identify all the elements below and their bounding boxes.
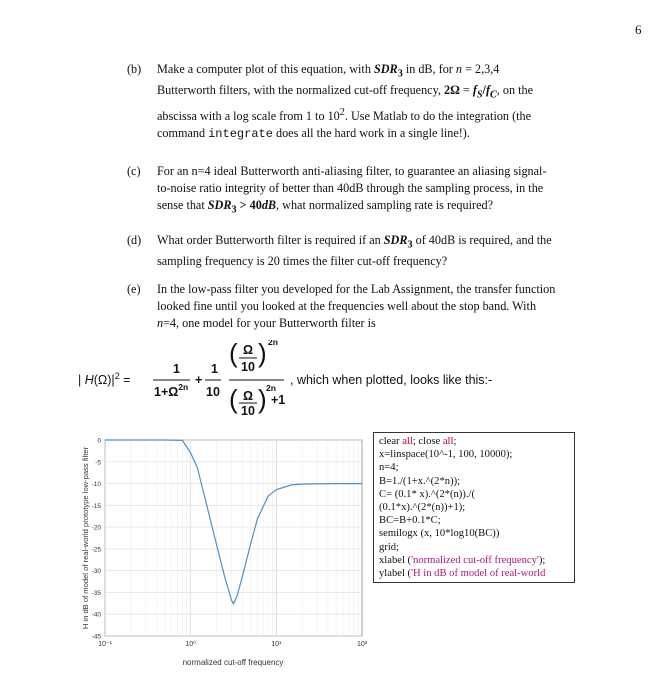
question-line: sense that $SDR_3 > 40dB$, what normalized sampling rate is required?: [157, 198, 493, 216]
svg-text:(: (: [229, 384, 238, 414]
code-line: clear all; close all;: [379, 436, 457, 447]
svg-text:+1: +1: [271, 393, 286, 407]
svg-text:): ): [258, 384, 267, 414]
svg-text:10: 10: [241, 360, 255, 374]
question-label: (c): [127, 164, 141, 178]
question-line: In the low-pass filter you developed for the Lab Assignment, the transfer function: [157, 282, 556, 296]
svg-text:+: +: [195, 373, 203, 387]
matlab-code-box: [373, 432, 575, 583]
svg-text:10: 10: [206, 385, 220, 399]
svg-text:): ): [258, 340, 267, 368]
y-tick-label: -35: [91, 589, 101, 597]
x-tick-label: 10²: [356, 641, 368, 648]
formula-tail: , which when plotted, looks like this:-: [290, 373, 493, 387]
question-line: abscissa with a log scale from 1 to $10^2$. Use Matlab to do the integration (the: [157, 106, 532, 123]
y-tick-label: -5: [95, 459, 101, 467]
y-tick-label: -15: [91, 502, 101, 510]
question-line: n=4, one model for your Butterworth filter is: [157, 316, 376, 330]
question-label: (b): [127, 62, 142, 76]
svg-text:1: 1: [173, 362, 180, 376]
question-label: (e): [127, 282, 141, 296]
x-tick-label: 10⁰: [185, 641, 196, 648]
svg-text:| H(Ω)|2 =: | $H(\Omega)|^2$ =: [78, 371, 131, 387]
y-tick-label: -10: [91, 481, 101, 489]
question-line: For an n=4 ideal Butterworth anti-aliasing filter, to guarantee an aliasing signal-: [157, 164, 547, 178]
svg-text:1+Ω2n: $1+\Omega^{2n}$: [154, 382, 189, 399]
chart-svg: [80, 430, 370, 670]
x-tick-label: 10¹: [271, 641, 282, 648]
y-tick-label: -30: [91, 568, 101, 576]
svg-text:Ω: Ω: [243, 389, 254, 403]
code-line: semilogx (x, 10*log10(BC)): [379, 528, 500, 540]
y-tick-label: 0: [97, 437, 101, 445]
code-line: (0.1*x).^(2*(n))+1);: [379, 502, 466, 514]
code-line: xlabel ('normalized cut-off frequency');: [379, 554, 546, 566]
code-line: grid;: [379, 541, 400, 553]
question-line: looked fine until you looked at the frequencies well about the stop band. With: [157, 299, 537, 313]
svg-text:Ω: Ω: [243, 343, 254, 357]
code-line: x=linspace(10^-1, 100, 10000);: [379, 449, 513, 461]
question-line: to-noise ratio integrity of better than 40dB through the sampling process, in the: [157, 181, 544, 195]
transfer-function-formula: [78, 340, 598, 415]
question-line: sampling frequency is 20 times the filter cut-off frequency?: [157, 254, 448, 269]
question-line: What order Butterworth filter is required if an $SDR_3$ of 40dB is required, and the: [157, 233, 552, 251]
svg-text:(: (: [229, 340, 238, 368]
page-number: 6: [635, 22, 642, 37]
y-tick-label: -25: [91, 546, 101, 554]
question-label: (d): [127, 233, 142, 247]
y-tick-label: -20: [91, 524, 101, 532]
svg-text:10: 10: [241, 404, 255, 415]
x-axis-label: normalized cut-off frequency: [182, 658, 284, 667]
question-line: command integrate does all the hard work in a single line!).: [157, 125, 470, 141]
y-tick-label: -45: [91, 633, 101, 641]
question-line: Butterworth filters, with the normalized cut-off frequency, $2\Omega = f_S/f_C$, on the: [157, 83, 533, 101]
code-line: ylabel ('H in dB of model of real-world: [379, 568, 546, 580]
code-line: B=1./(1+x.^(2*n));: [379, 475, 461, 487]
code-line: C= (0.1* x).^(2*(n))./(: [379, 488, 475, 500]
svg-text:1: 1: [211, 362, 218, 376]
code-line: n=4;: [379, 462, 399, 474]
plot-area: [105, 440, 362, 636]
code-line: BC=B+0.1*C;: [379, 515, 441, 527]
svg-text:2n: 2n: [268, 340, 278, 347]
svg-text:2n: 2n: [266, 383, 276, 393]
filter-response-plot: [80, 430, 370, 670]
question-line: Make a computer plot of this equation, with $SDR_3$ in dB, for n = 2,3,4: [157, 62, 500, 80]
y-tick-label: -40: [91, 611, 101, 619]
x-tick-label: 10⁻¹: [98, 641, 112, 648]
y-axis-label: H in dB of model of real-world prototype low-pass filter: [81, 446, 90, 630]
